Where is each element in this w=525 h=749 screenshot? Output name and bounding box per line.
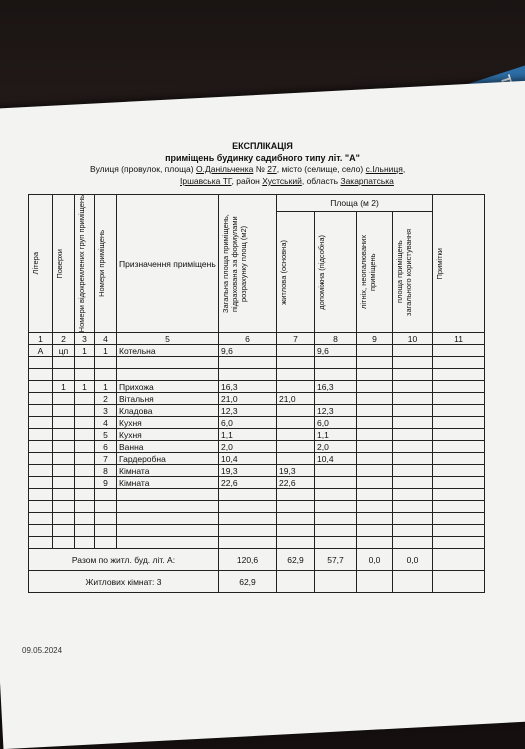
total-living: 62,9 <box>277 549 315 571</box>
table-row <box>29 465 485 477</box>
rooms-row <box>29 571 485 593</box>
header-aux: допоміжна (підсобна) <box>317 235 326 310</box>
cell-floor: 1 <box>53 381 75 393</box>
cell-living: 22,6 <box>277 477 315 489</box>
cell-room: 9 <box>95 477 117 489</box>
rooms-total: 62,9 <box>219 571 277 593</box>
cell-total: 12,3 <box>219 405 277 417</box>
table-row-empty <box>29 489 485 501</box>
col-num: 7 <box>277 333 315 345</box>
cell-total: 6,0 <box>219 417 277 429</box>
cell-aux: 12,3 <box>315 405 357 417</box>
total-total: 120,6 <box>219 549 277 571</box>
cell-living <box>277 453 315 465</box>
cell-living: 19,3 <box>277 465 315 477</box>
cell-total: 2,0 <box>219 441 277 453</box>
table-row-basement <box>29 345 485 357</box>
table-row <box>29 393 485 405</box>
col-num: 8 <box>315 333 357 345</box>
district-label: район <box>236 176 260 186</box>
total-summer: 0,0 <box>357 549 393 571</box>
header-group: Номери відокремлених груп приміщень <box>77 195 86 333</box>
cell-living <box>277 405 315 417</box>
cell-total: 1,1 <box>219 429 277 441</box>
cell-aux: 6,0 <box>315 417 357 429</box>
table-row <box>29 453 485 465</box>
cell-aux: 10,4 <box>315 453 357 465</box>
cell-room: 2 <box>95 393 117 405</box>
header-area-group: Площа (м 2) <box>277 195 433 212</box>
table-row <box>29 405 485 417</box>
col-num: 4 <box>95 333 117 345</box>
city-value: с.Ільниця <box>365 164 403 174</box>
cell-living <box>277 345 315 357</box>
cell-room: 5 <box>95 429 117 441</box>
doc-title: ЕКСПЛІКАЦІЯ <box>232 141 293 151</box>
cell-purpose: Вітальня <box>117 393 219 405</box>
cell-living <box>277 429 315 441</box>
cell-total: 22,6 <box>219 477 277 489</box>
street-label: Вулиця (провулок, площа) <box>90 164 194 174</box>
header-purpose: Призначення приміщень <box>117 195 219 333</box>
header-litera: Літера <box>31 252 40 275</box>
cell-note <box>433 345 485 357</box>
table-row <box>29 441 485 453</box>
cell-purpose: Кухня <box>117 429 219 441</box>
cell-aux <box>315 465 357 477</box>
region-value: Закарпатська <box>340 176 394 186</box>
city-label: місто (селище, село) <box>281 164 364 174</box>
cell-room: 6 <box>95 441 117 453</box>
cell-aux: 1,1 <box>315 429 357 441</box>
cell-living <box>277 441 315 453</box>
cell-room: 8 <box>95 465 117 477</box>
col-num: 2 <box>53 333 75 345</box>
col-num: 9 <box>357 333 393 345</box>
cell-total: 9,6 <box>219 345 277 357</box>
cell-summer <box>357 345 393 357</box>
table-row-empty <box>29 537 485 549</box>
cell-common <box>393 345 433 357</box>
cell-living <box>277 417 315 429</box>
cell-aux <box>315 477 357 489</box>
cell-group: 1 <box>75 381 95 393</box>
header-note: Примітки <box>435 247 445 280</box>
rooms-label: Житлових кімнат: 3 <box>29 571 219 593</box>
cell-room: 7 <box>95 453 117 465</box>
header-summer: літніх, неопалюваних приміщень <box>359 235 377 310</box>
header-total: Загальна площа приміщень, підрахована за формулами розрахунку площ (м2) <box>221 214 248 314</box>
col-num: 6 <box>219 333 277 345</box>
explication-table <box>28 194 485 593</box>
house-label: № <box>255 164 265 174</box>
table-row-empty <box>29 369 485 381</box>
col-num: 10 <box>393 333 433 345</box>
table-row-empty <box>29 513 485 525</box>
col-num: 3 <box>75 333 95 345</box>
cell-room: 4 <box>95 417 117 429</box>
address-line-1: Вулиця (провулок, площа) О.Данільченка № 27, місто (селище, село) с.Ільниця, <box>90 164 406 174</box>
table-row-empty <box>29 357 485 369</box>
cell-purpose: Гардеробна <box>117 453 219 465</box>
cell-aux: 9,6 <box>315 345 357 357</box>
print-date: 09.05.2024 <box>22 646 63 655</box>
col-num: 1 <box>29 333 53 345</box>
cell-floor: цп <box>53 345 75 357</box>
cell-living: 21,0 <box>277 393 315 405</box>
table-row <box>29 429 485 441</box>
cell-living <box>277 381 315 393</box>
table-row <box>29 477 485 489</box>
community-value: Іршавська ТГ <box>180 176 232 186</box>
total-common: 0,0 <box>393 549 433 571</box>
header-common: площа приміщень загального користування <box>395 228 413 316</box>
cell-purpose: Кімната <box>117 477 219 489</box>
total-aux: 57,7 <box>315 549 357 571</box>
col-num: 5 <box>117 333 219 345</box>
cell-aux: 2,0 <box>315 441 357 453</box>
address-line-2: Іршавська ТГ, район Хустський, область Закарпатська <box>180 176 394 186</box>
district-value: Хустський <box>262 176 302 186</box>
cell-room: 3 <box>95 405 117 417</box>
cell-aux <box>315 393 357 405</box>
col-num: 11 <box>433 333 485 345</box>
cell-total: 21,0 <box>219 393 277 405</box>
cell-group: 1 <box>75 345 95 357</box>
cell-purpose: Кухня <box>117 417 219 429</box>
table-row-empty <box>29 501 485 513</box>
doc-subtitle: приміщень будинку садибного типу літ. "А" <box>165 153 360 163</box>
cell-total: 16,3 <box>219 381 277 393</box>
cell-aux: 16,3 <box>315 381 357 393</box>
cell-total: 19,3 <box>219 465 277 477</box>
cell-purpose: Котельна <box>117 345 219 357</box>
header-room-no: Номери приміщень <box>97 230 106 298</box>
cell-room: 1 <box>95 345 117 357</box>
table-row-empty <box>29 525 485 537</box>
header-poverkh: Поверхи <box>55 248 64 279</box>
table-row <box>29 417 485 429</box>
cell-purpose: Прихожа <box>117 381 219 393</box>
table-row <box>29 381 485 393</box>
total-label: Разом по житл. буд. літ. А: <box>29 549 219 571</box>
street-value: О.Данільченка <box>196 164 254 174</box>
cell-room: 1 <box>95 381 117 393</box>
region-label: область <box>306 176 339 186</box>
total-row <box>29 549 485 571</box>
cell-purpose: Кімната <box>117 465 219 477</box>
header-row-top <box>29 195 485 212</box>
cell-litera: А <box>29 345 53 357</box>
header-living: житлова (основна) <box>279 239 288 305</box>
cell-total: 10,4 <box>219 453 277 465</box>
cell-purpose: Ванна <box>117 441 219 453</box>
cell-purpose: Кладова <box>117 405 219 417</box>
house-value: 27 <box>267 164 277 174</box>
column-number-row <box>29 333 485 345</box>
